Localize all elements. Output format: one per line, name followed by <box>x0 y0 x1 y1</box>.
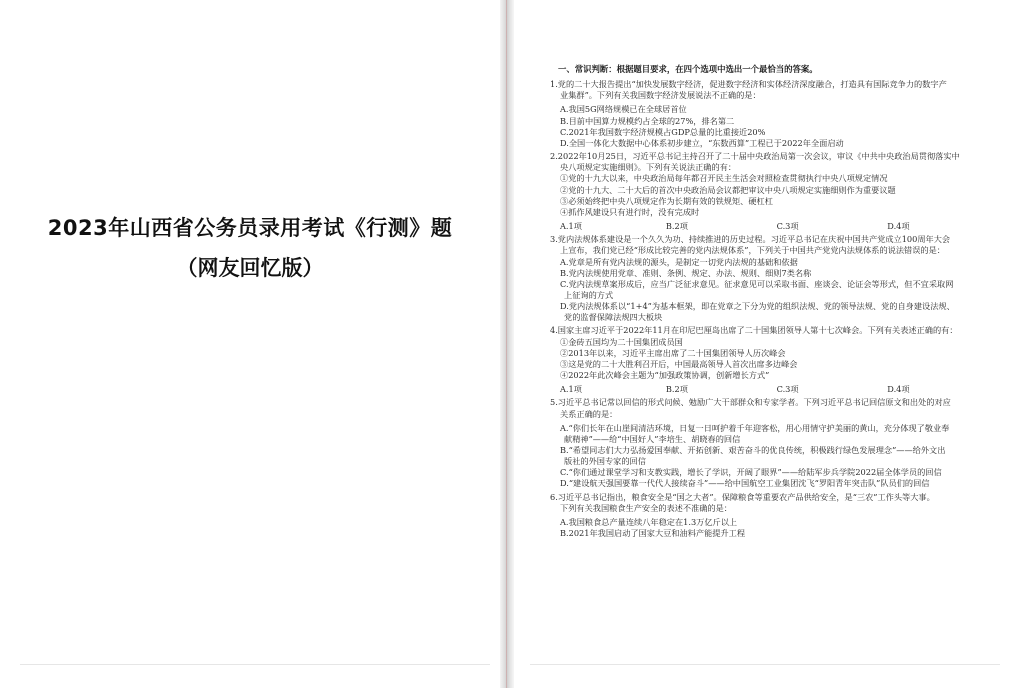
question-stem: 关系正确的是： <box>560 408 618 419</box>
statement-3: ③必须始终把中央八项规定作为长期有效的铁规矩、硬杠杠 <box>560 195 773 206</box>
statement-3: ③这是党的二十大胜利召开后，中国最高领导人首次出席多边峰会 <box>560 358 798 369</box>
question-5 <box>550 397 998 489</box>
option-b: B.目前中国算力规模约占全球的27%，排名第二 <box>560 115 735 126</box>
statement-4: ④抓作风建设只有进行时，没有完成时 <box>560 206 700 217</box>
option-d: D.“建设航天强国要靠一代代人接续奋斗”——给中国航空工业集团沈飞“罗阳青年突击队”队员们的回信 <box>560 478 930 489</box>
option-d-cont: 党的监督保障法规四大板块 <box>564 312 663 323</box>
question-1 <box>550 79 998 149</box>
statement-2: ②党的十九大、二十大后的首次中央政治局会议都把审议中央八项规定实施细则作为重要议题 <box>560 184 896 195</box>
option-a: A.“你们长年在山崖间清洁环境，日复一日呵护着千年迎客松，用心用情守护美丽的黄山，充分体现了敬业奉 <box>560 422 950 433</box>
option-b: B.2021年我国启动了国家大豆和油料产能提升工程 <box>560 528 746 539</box>
cover-subtitle: （网友回忆版） <box>176 256 324 280</box>
question-stem: 5.习近平总书记常以回信的形式问候、勉励广大干部群众和专家学者。下列习近平总书记回信原文和出处的对应 <box>550 397 951 408</box>
page-divider <box>20 664 490 665</box>
option-c: C.2021年我国数字经济规模占GDP总量的比重接近20% <box>560 126 766 137</box>
page-divider <box>530 664 1000 665</box>
question-stem: 4.国家主席习近平于2022年11月在印尼巴厘岛出席了二十国集团领导人第十七次峰会。下列有关表述正确的有： <box>550 325 958 336</box>
choice-c: C.3项 <box>776 221 799 232</box>
question-stem: 上宣布，我们党已经“形成比较完善的党内法规体系”，下列关于中国共产党党内法规体系的说法错误的是： <box>560 245 945 256</box>
statement-4: ④2022年此次峰会主题为“加强政策协调，创新增长方式” <box>560 370 770 381</box>
question-4 <box>550 325 998 395</box>
question-stem: 下列有关我国粮食生产安全的表述不准确的是： <box>560 502 732 513</box>
choice-d: D.4项 <box>887 384 910 395</box>
question-stem: 1.党的二十大报告提出“加快发展数字经济，促进数字经济和实体经济深度融合，打造具有国际竞争力的数字产 <box>550 79 947 90</box>
statement-1: ①金砖五国均为二十国集团成员国 <box>560 336 683 347</box>
option-c: C.党内法规草案形成后，应当广泛征求意见。征求意见可以采取书面、座谈会、论证会等形式，但不宜采取网 <box>560 278 954 289</box>
choice-c: C.3项 <box>776 384 799 395</box>
statement-1: ①党的十九大以来，中央政治局每年都召开民主生活会对照检查贯彻执行中央八项规定情况 <box>560 173 888 184</box>
section-header: 一、常识判断：根据题目要求，在四个选项中选出一个最恰当的答案。 <box>558 64 818 74</box>
question-stem: 3.党内法规体系建设是一个久久为功、持续推进的历史过程。习近平总书记在庆祝中国共产党成立100周年大会 <box>550 234 951 245</box>
option-a-cont: 献精神”——给“中国好人”李培生、胡晓春的回信 <box>564 433 741 444</box>
question-6 <box>550 492 998 540</box>
option-b: B.党内法规使用党章、准则、条例、规定、办法、规则、细则7类名称 <box>560 267 812 278</box>
question-stem: 2.2022年10月25日，习近平总书记主持召开了二十届中央政治局第一次会议，审议《中共中央政治局贯彻落实中 <box>550 151 960 162</box>
question-2 <box>550 151 998 232</box>
option-b-cont: 版社的外国专家的回信 <box>564 456 646 467</box>
cover-page <box>0 0 500 688</box>
book-gutter <box>500 0 514 688</box>
choice-b: B.2项 <box>665 384 688 395</box>
question-stem: 6.习近平总书记指出，粮食安全是“国之大者”。保障粮食等重要农产品供给安全，是“三农”工作头等大事。 <box>550 491 935 502</box>
choice-a: A.1项 <box>560 384 582 395</box>
option-a: A.党章是所有党内法规的源头，是制定一切党内法规的基础和依据 <box>560 256 798 267</box>
gutter-line <box>506 0 507 688</box>
option-a: A.我国粮食总产量连续八年稳定在1.3万亿斤以上 <box>560 516 738 527</box>
question-content <box>550 64 998 539</box>
answer-choices <box>550 384 998 395</box>
option-a: A.我国5G网络规模已在全球居首位 <box>560 104 687 115</box>
option-c-cont: 上征询的方式 <box>564 289 614 300</box>
choice-a: A.1项 <box>560 221 582 232</box>
question-3 <box>550 234 998 323</box>
option-b: B.“希望同志们大力弘扬爱国奉献、开拓创新、艰苦奋斗的优良传统，积极践行绿色发展理念”——给外文出 <box>560 445 946 455</box>
question-stem: 业集群”。下列有关我国数字经济发展说法不正确的是： <box>560 90 761 101</box>
answer-choices <box>550 221 998 232</box>
question-stem: 央八项规定实施细则》。下列有关说法正确的有： <box>560 162 737 173</box>
cover-title: 2023年山西省公务员录用考试《行测》题 <box>47 216 453 240</box>
choice-b: B.2项 <box>665 221 688 232</box>
option-d: D.全国一体化大数据中心体系初步建立，“东数西算”工程已于2022年全面启动 <box>560 137 844 148</box>
option-c: C.“你们通过课堂学习和支教实践，增长了学识，开阔了眼界”——给陆军步兵学院2022届全体学员的回信 <box>560 467 942 478</box>
choice-d: D.4项 <box>887 221 910 232</box>
statement-2: ②2013年以来，习近平主席出席了二十国集团领导人历次峰会 <box>560 347 786 358</box>
option-d: D.党内法规体系以“1+4”为基本框架，即在党章之下分为党的组织法规、党的领导法规、党的自身建设法规、 <box>560 301 955 312</box>
